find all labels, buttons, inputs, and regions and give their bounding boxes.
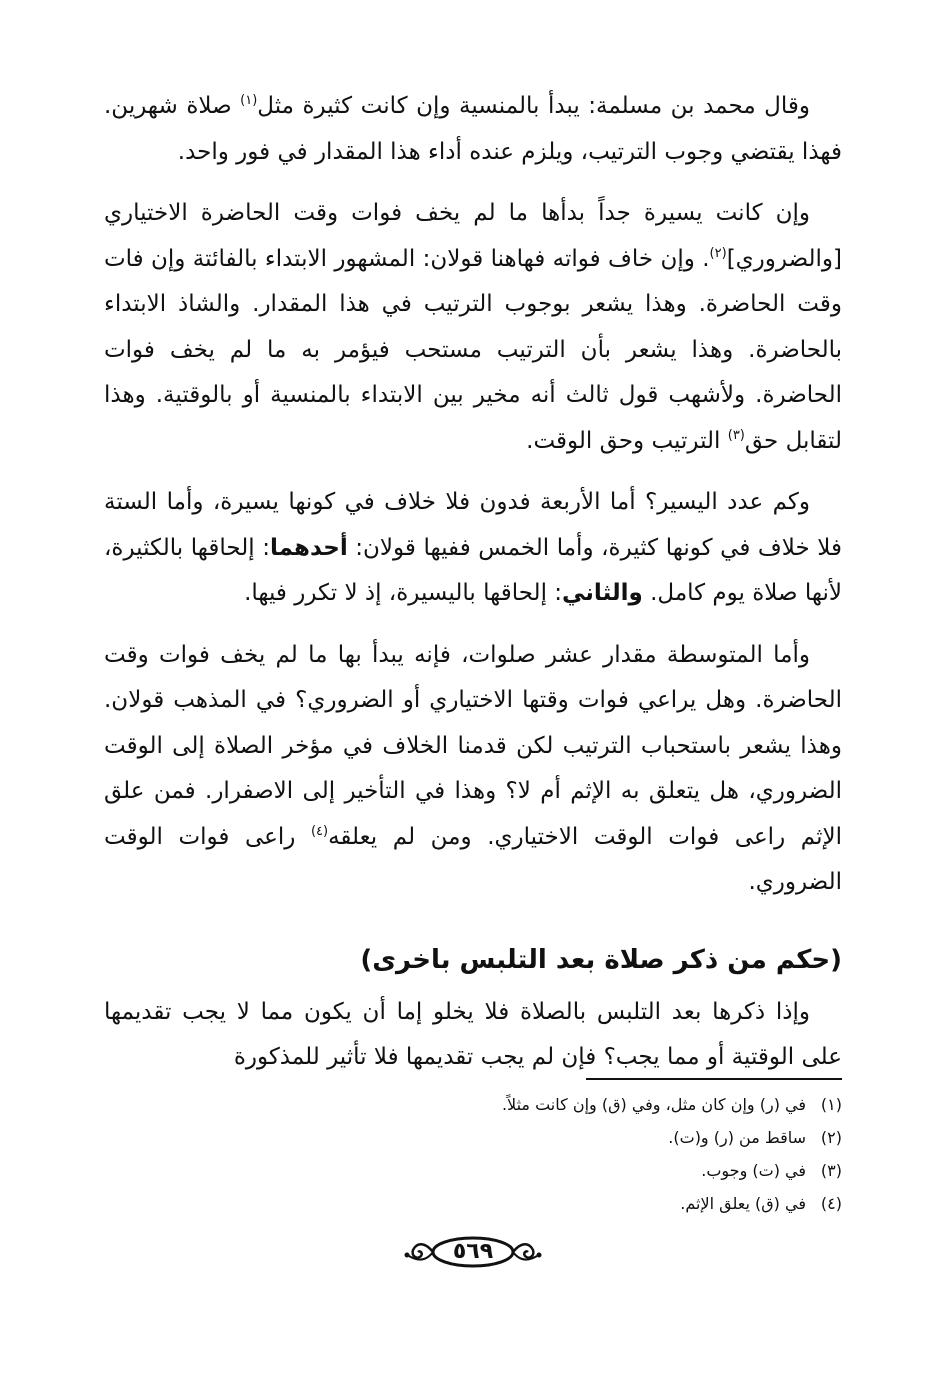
footnote-mark: (٢) xyxy=(820,1128,842,1147)
footnote-divider xyxy=(586,1078,842,1080)
paragraph-text: الترتيب وحق الوقت. xyxy=(526,427,728,454)
footnote-text: ساقط من (ر) و(ت). xyxy=(668,1128,806,1147)
paragraph-text: : إلحاقها باليسيرة، إذ لا تكرر فيها. xyxy=(244,580,563,606)
main-text xyxy=(104,84,842,1097)
footnote-mark: (١) xyxy=(820,1095,842,1114)
footnote-ref-1: (١) xyxy=(240,93,258,108)
footnote-text: في (ق) يعلق الإثم. xyxy=(680,1194,806,1213)
section-heading: (حكم من ذكر صلاة بعد التلبس باخرى) xyxy=(360,944,842,975)
paragraph-text: صلاة شهرين. فهذا يقتضي وجوب الترتيب، ويلزم عنده أداء هذا المقدار في فور واحد. xyxy=(104,93,842,165)
bold-term-second: والثاني xyxy=(562,580,643,606)
bold-term-first: أحدهما xyxy=(269,534,348,561)
paragraph-text: وأما المتوسطة مقدار عشر صلوات، فإنه يبدأ بها ما لم يخف فوات وقت الحاضرة. وهل يراعي فوات وقتها الاختياري أو الضروري؟ في المذهب قولان. وهذا يشعر باستحباب الترتيب لكن قدمنا الخلاف في مؤخر الصلاة إلى الوقت الضروري، هل يتعلق به الإثم أم لا؟ وهذا في التأخير إلى الاصفرار. فمن علق الإثم راعى فوات الوقت الاختياري. ومن لم يعلقه xyxy=(104,641,842,850)
paragraph-text: : إلحاقها بالكثيرة، لأنها صلاة يوم كامل. xyxy=(104,534,842,606)
footnote-ref-3: (٣) xyxy=(727,427,745,443)
footnote-mark: (٣) xyxy=(820,1161,842,1180)
paragraph-text: . وإن خاف فواته فهاهنا قولان: المشهور الابتداء بالفائتة وإن فات وقت الحاضرة. وهذا يشعر بوجوب الترتيب في هذا المقدار. والشاذ الابتداء بالحاضرة. وهذا يشعر بأن الترتيب مستحب فيؤمر به ما لم يخف فوات الحاضرة. ولأشهب قول ثالث أنه مخير بين الابتداء بالمنسية أو بالوقتية. وهذا لتقابل حق xyxy=(104,245,842,454)
paragraph-2 xyxy=(104,191,842,464)
footnote-mark: (٤) xyxy=(820,1194,842,1213)
page-number-text: ٥٦٩ xyxy=(452,1239,494,1264)
paragraph-5: وإذا ذكرها بعد التلبس بالصلاة فلا يخلو إما أن يكون مما لا يجب تقديمها على الوقتية أو مما يجب؟ فإن لم يجب تقديمها فلا تأثير للمذكورة xyxy=(104,998,842,1070)
footnote-4 xyxy=(104,1187,842,1220)
footnote-text: في (ر) وإن كان مثل، وفي (ق) وإن كانت مثلاً. xyxy=(501,1095,806,1114)
page-number xyxy=(403,1230,543,1274)
footnote-3 xyxy=(104,1154,842,1187)
footnote-1 xyxy=(104,1088,842,1121)
paragraph-1 xyxy=(104,84,842,175)
footnotes xyxy=(104,1088,842,1220)
footnote-text: في (ت) وجوب. xyxy=(701,1161,806,1180)
paragraph-3 xyxy=(104,480,842,617)
paragraph-text: وإن كانت يسيرة جداً بدأها ما لم يخف فوات وقت الحاضرة الاختياري [والضروري] xyxy=(104,200,842,272)
paragraph-text: وكم عدد اليسير؟ أما الأربعة فدون فلا خلاف في كونها يسيرة، وأما الستة فلا خلاف في كونها كثيرة، وأما الخمس ففيها قولان: xyxy=(104,489,842,561)
paragraph-4 xyxy=(104,633,842,906)
footnote-2 xyxy=(104,1121,842,1154)
paragraph-text: وقال محمد بن مسلمة: يبدأ بالمنسية وإن كانت كثيرة مثل xyxy=(257,93,810,119)
footnote-ref-4: (٤) xyxy=(310,823,329,839)
paragraph-text: راعى فوات الوقت الضروري. xyxy=(104,823,842,895)
footnote-ref-2: (٢) xyxy=(709,245,727,261)
